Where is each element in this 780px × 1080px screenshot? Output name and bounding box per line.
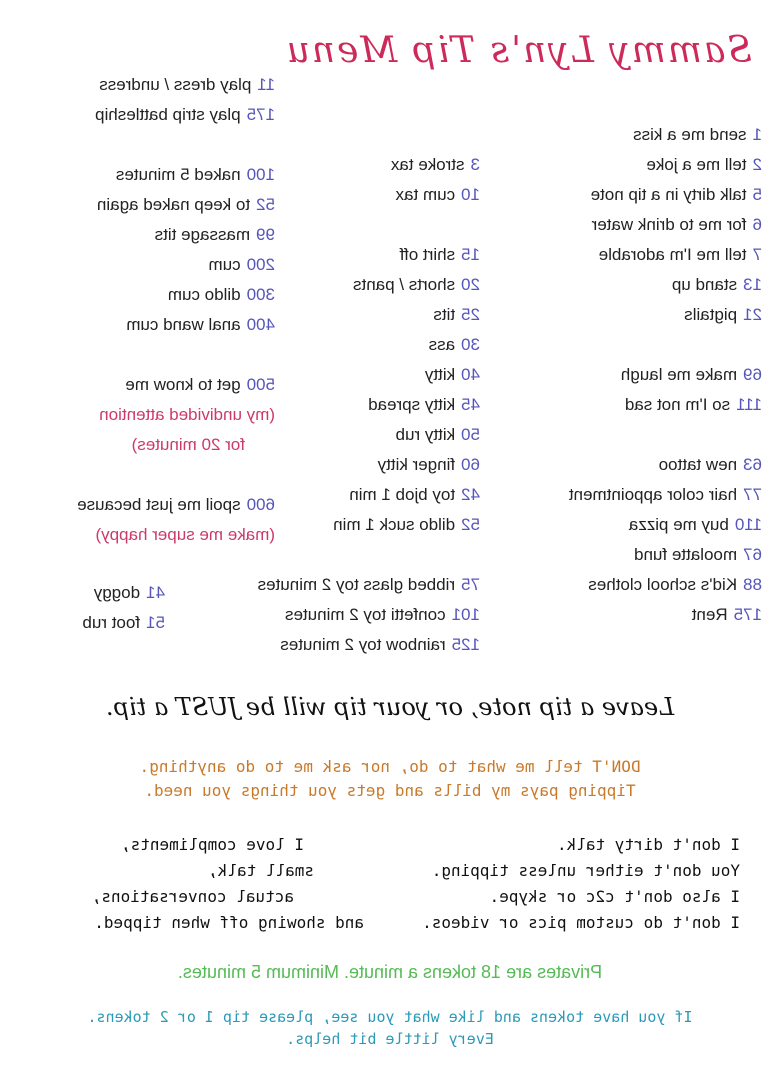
menu-note: (my undivided attention (99, 405, 275, 424)
dont-list (422, 832, 740, 936)
menu-item: 101confetti toy 2 minutes (284, 605, 480, 624)
menu-item: 25tits (433, 305, 480, 324)
menu-item: 42toy bjob 1 min (349, 485, 480, 504)
menu-item: 400anal wand cum (126, 315, 275, 334)
menu-item: 21pigtails (684, 305, 762, 324)
menu-item: 50kitty rub (395, 425, 480, 444)
rule-line: DON'T tell me what to do, nor ask me to do anything. (139, 757, 641, 776)
menu-item: 300dildo cum (167, 285, 275, 304)
menu-column-shows (77, 70, 275, 550)
tip-note-instruction: Leave a tip note, or your tip will be JUST a tip. (105, 693, 675, 721)
closing-line: Every little bit helps. (286, 1030, 494, 1048)
dont-line: I don't do custom pics or videos. (422, 913, 740, 932)
menu-item: 51foot rub (82, 613, 165, 632)
love-line: and showing off when tipped. (94, 913, 364, 932)
menu-column-extras (82, 578, 165, 638)
menu-column-basics (569, 120, 762, 630)
menu-item: 500get to know me (125, 375, 275, 394)
menu-item: 5talk dirty in a tip note (590, 185, 762, 204)
menu-item: 1send me a kiss (633, 125, 762, 144)
love-line: small talk, (208, 861, 314, 880)
love-list (92, 832, 374, 936)
menu-item: 15shirt off (399, 245, 480, 264)
menu-column-undress (333, 150, 480, 540)
menu-item: 88Kid's school clothes (588, 575, 762, 594)
dont-line: I don't dirty talk. (556, 835, 740, 854)
menu-item: 77hair color appointment (568, 485, 762, 504)
rules-block (0, 755, 780, 803)
menu-item: 175play strip battleship (95, 105, 275, 124)
closing-line: If you have tokens and like what you see, please tip 1 or 2 tokens. (87, 1008, 693, 1026)
dont-line: You don't either unless tipping. (431, 861, 740, 880)
menu-item: 600spoil me just because (77, 495, 275, 514)
menu-item: 10cum tax (395, 185, 480, 204)
menu-item: 125rainbow toy 2 minutes (280, 635, 480, 654)
menu-item: 30ass (428, 335, 480, 354)
menu-item: 100naked 5 minutes (115, 165, 275, 184)
menu-column-toys (258, 570, 480, 660)
rule-line: Tipping pays my bills and gets you things you need. (144, 781, 636, 800)
menu-note: (make me super happy) (95, 525, 275, 544)
dont-line: I also don't c2c or skype. (489, 887, 740, 906)
menu-item: 3stroke tax (390, 155, 480, 174)
menu-item: 110buy me pizza (628, 515, 762, 534)
menu-title: Sammy Lyn's Tip Menu (284, 30, 752, 71)
menu-item: 20shorts / pants (353, 275, 480, 294)
menu-item: 69make me laugh (620, 365, 762, 384)
menu-item: 200cum (208, 255, 275, 274)
menu-item: 75ribbed glass toy 2 minutes (257, 575, 480, 594)
menu-item: 60finger kitty (377, 455, 480, 474)
menu-item: 7tell me I'm adorable (598, 245, 762, 264)
menu-item: 63new tattoo (658, 455, 762, 474)
menu-item: 175Rent (691, 605, 762, 624)
menu-item: 6for me to drink water (591, 215, 762, 234)
menu-item: 99massage tits (154, 225, 275, 244)
menu-item: 13stand up (671, 275, 762, 294)
menu-item: 11play dress / undress (99, 75, 275, 94)
closing-message (0, 1006, 780, 1050)
menu-item: 67moolatte fund (634, 545, 762, 564)
menu-item: 45kitty spread (368, 395, 480, 414)
love-line: actual conversations, (91, 887, 294, 906)
menu-item: 111so I'm not sad (624, 395, 762, 414)
love-line: I love compliments, (120, 835, 304, 854)
menu-item: 2tell me a joke (646, 155, 762, 174)
menu-note: for 20 minutes) (131, 435, 245, 454)
menu-item: 52to keep naked again (96, 195, 275, 214)
menu-item: 41doggy (93, 583, 165, 602)
menu-item: 40kitty (424, 365, 480, 384)
privates-info: Privates are 18 tokens a minute. Minimum 5 minutes. (177, 962, 603, 982)
menu-item: 52dildo suck 1 min (333, 515, 480, 534)
